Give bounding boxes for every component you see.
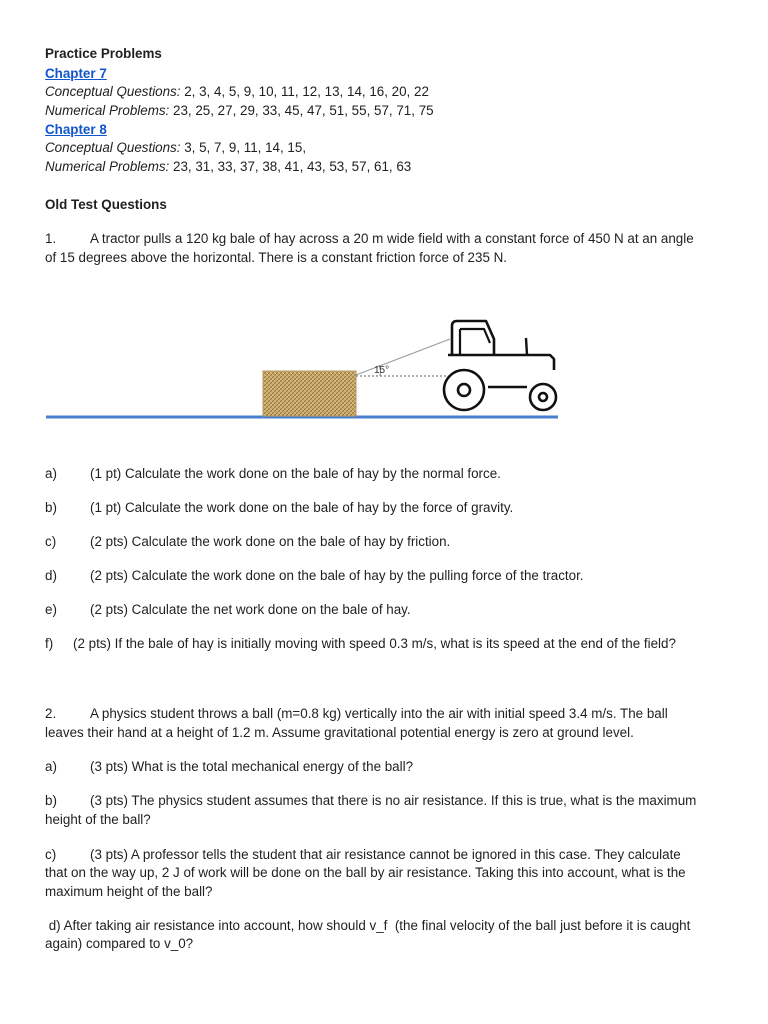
q1-line-2: of 15 degrees above the horizontal. There is a constant friction force of 235 N. (45, 250, 508, 265)
ch7-numerical-list: 23, 25, 27, 29, 33, 45, 47, 51, 55, 57, 71, 75 (169, 103, 434, 118)
exhaust-pipe (526, 338, 527, 355)
ch7-numerical-label: Numerical Problems: (45, 103, 170, 118)
q1-part-e: e) (2 pts) Calculate the net work done on the bale of hay. (45, 602, 411, 617)
front-wheel (530, 384, 556, 410)
q1-number: 1. (45, 231, 57, 246)
chapter-7-link[interactable]: Chapter 7 (45, 66, 107, 81)
pull-rope (356, 339, 450, 375)
ch8-numerical-label: Numerical Problems: (45, 159, 170, 174)
q1-part-a: a) (1 pt) Calculate the work done on the bale of hay by the normal force. (45, 466, 501, 481)
ch8-numerical-list: 23, 31, 33, 37, 38, 41, 43, 53, 57, 61, 63 (169, 159, 412, 174)
chapter-8-link[interactable]: Chapter 8 (45, 122, 107, 137)
ch7-conceptual-label: Conceptual Questions: (45, 84, 181, 99)
q2-part-b-line-2: height of the ball? (45, 812, 151, 827)
q2-part-c-line-3: maximum height of the ball? (45, 884, 213, 899)
tractor (444, 321, 556, 410)
q2-part-a: a) (3 pts) What is the total mechanical energy of the ball? (45, 759, 414, 774)
ch8-conceptual-list: 3, 5, 7, 9, 11, 14, 15, (180, 140, 307, 155)
q2-part-c: c) (3 pts) A professor tells the student that air resistance cannot be ignored in this case. They calculate (45, 847, 681, 862)
ch8-numerical (45, 158, 411, 176)
q1-part-f: f) (2 pts) If the bale of hay is initially moving with speed 0.3 m/s, what is its speed at the end of the field? (45, 636, 676, 651)
hay-bale (263, 371, 356, 416)
rear-wheel (444, 370, 484, 410)
q2-number: 2. (45, 706, 57, 721)
q2-line-2: leaves their hand at a height of 1.2 m. Assume gravitational potential energy is zero at ground level. (45, 725, 634, 740)
tractor-figure (40, 310, 570, 425)
q2-part-c-line-2: that on the way up, 2 J of work will be done on the ball by air resistance. Taking this into account, what is the (45, 865, 686, 880)
old-test-heading: Old Test Questions (45, 197, 167, 212)
q2-line-1 (45, 705, 668, 723)
ch7-numerical (45, 102, 434, 120)
q1-text-1: A tractor pulls a 120 kg bale of hay across a 20 m wide field with a constant force of 450 N at an angle (90, 231, 694, 246)
q1-part-c: c) (2 pts) Calculate the work done on the bale of hay by friction. (45, 534, 451, 549)
q2-part-d-line-2: again) compared to v_0? (45, 936, 194, 951)
ch7-conceptual (45, 83, 429, 101)
q1-part-b: b) (1 pt) Calculate the work done on the bale of hay by the force of gravity. (45, 500, 514, 515)
q2-part-b: b) (3 pts) The physics student assumes that there is no air resistance. If this is true, what is the maximum (45, 793, 697, 808)
q2-part-d: d) After taking air resistance into account, how should v_f (the final velocity of the ball just before it is caught (45, 918, 691, 933)
ch8-conceptual-label: Conceptual Questions: (45, 140, 181, 155)
tractor-body (448, 355, 554, 370)
ch7-conceptual-list: 2, 3, 4, 5, 9, 10, 11, 12, 13, 14, 16, 20, 22 (180, 84, 429, 99)
practice-heading: Practice Problems (45, 46, 162, 61)
ch8-conceptual (45, 139, 306, 157)
q1-part-d: d) (2 pts) Calculate the work done on the bale of hay by the pulling force of the tractor. (45, 568, 584, 583)
angle-label: 15° (374, 365, 390, 376)
q2-text-1: A physics student throws a ball (m=0.8 kg) vertically into the air with initial speed 3.4 m/s. The ball (90, 706, 668, 721)
q1-line-1 (45, 230, 694, 248)
